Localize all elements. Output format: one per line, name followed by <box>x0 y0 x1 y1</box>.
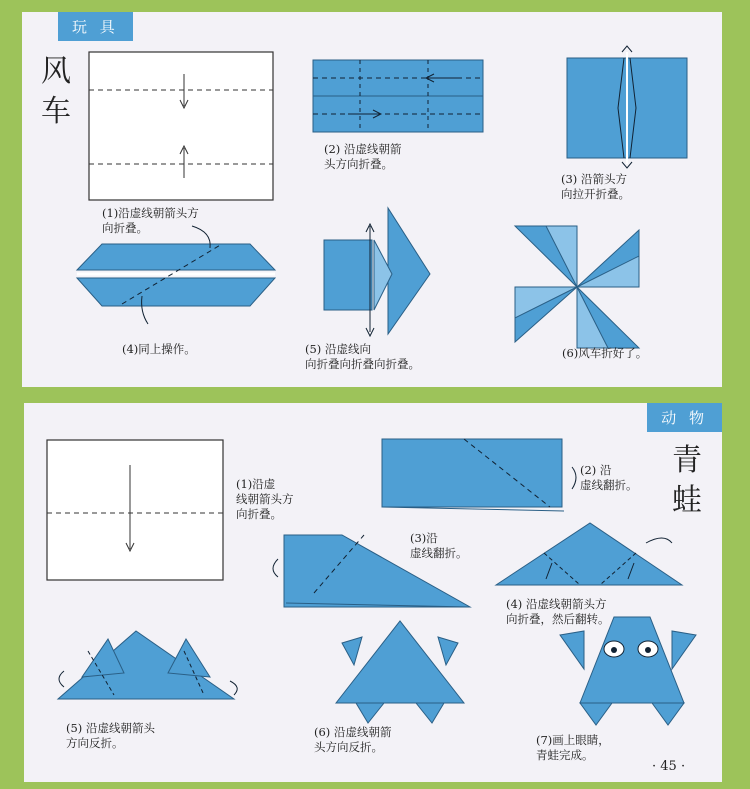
pinwheel-page <box>22 12 722 387</box>
step6-caption: (6)风车折好了。 <box>562 346 648 360</box>
step4-diagram <box>496 523 682 585</box>
title-char-2: 车 <box>41 94 71 129</box>
step5-caption: (5) 沿虚线朝箭头 方向反折。 <box>66 721 155 750</box>
section-tag-toys: 玩 具 <box>58 12 133 41</box>
step1-diagram <box>47 440 223 580</box>
title-char-2: 蛙 <box>672 483 702 518</box>
step5-caption: (5) 沿虚线向 向折叠向折叠向折叠。 <box>305 342 420 371</box>
step1-caption: (1)沿虚 线朝箭头方 向折叠。 <box>236 477 294 521</box>
step5-diagram <box>58 631 237 699</box>
title-char-1: 风 <box>41 54 71 89</box>
step6-caption: (6) 沿虚线朝箭 头方向反折。 <box>314 725 392 754</box>
step4-caption: (4)同上操作。 <box>122 342 196 356</box>
step5-diagram <box>324 208 430 336</box>
step2-caption: (2) 沿 虚线翻折。 <box>580 463 638 492</box>
step3-caption: (3)沿 虚线翻折。 <box>410 531 468 560</box>
step2-caption: (2) 沿虚线朝箭 头方向折叠。 <box>324 142 402 171</box>
step7-frog <box>560 617 696 725</box>
page-number: · 45 · <box>652 759 686 774</box>
step3-diagram <box>567 46 687 168</box>
section-tag-animals: 动 物 <box>647 403 722 432</box>
step6-pinwheel <box>515 226 639 348</box>
step7-caption: (7)画上眼睛， 青蛙完成。 <box>536 733 610 762</box>
step3-caption: (3) 沿箭头方 向拉开折叠。 <box>561 172 630 201</box>
step2-diagram <box>313 60 483 132</box>
step1-diagram <box>89 52 273 200</box>
step4-diagram <box>77 226 275 324</box>
step1-caption: (1)沿虚线朝箭头方 向折叠。 <box>102 206 199 235</box>
step2-diagram <box>382 439 576 511</box>
step4-caption: (4) 沿虚线朝箭头方 向折叠，然后翻转。 <box>506 597 610 626</box>
step6-diagram <box>336 621 464 723</box>
title-char-1: 青 <box>672 443 702 478</box>
frog-page <box>24 403 722 782</box>
